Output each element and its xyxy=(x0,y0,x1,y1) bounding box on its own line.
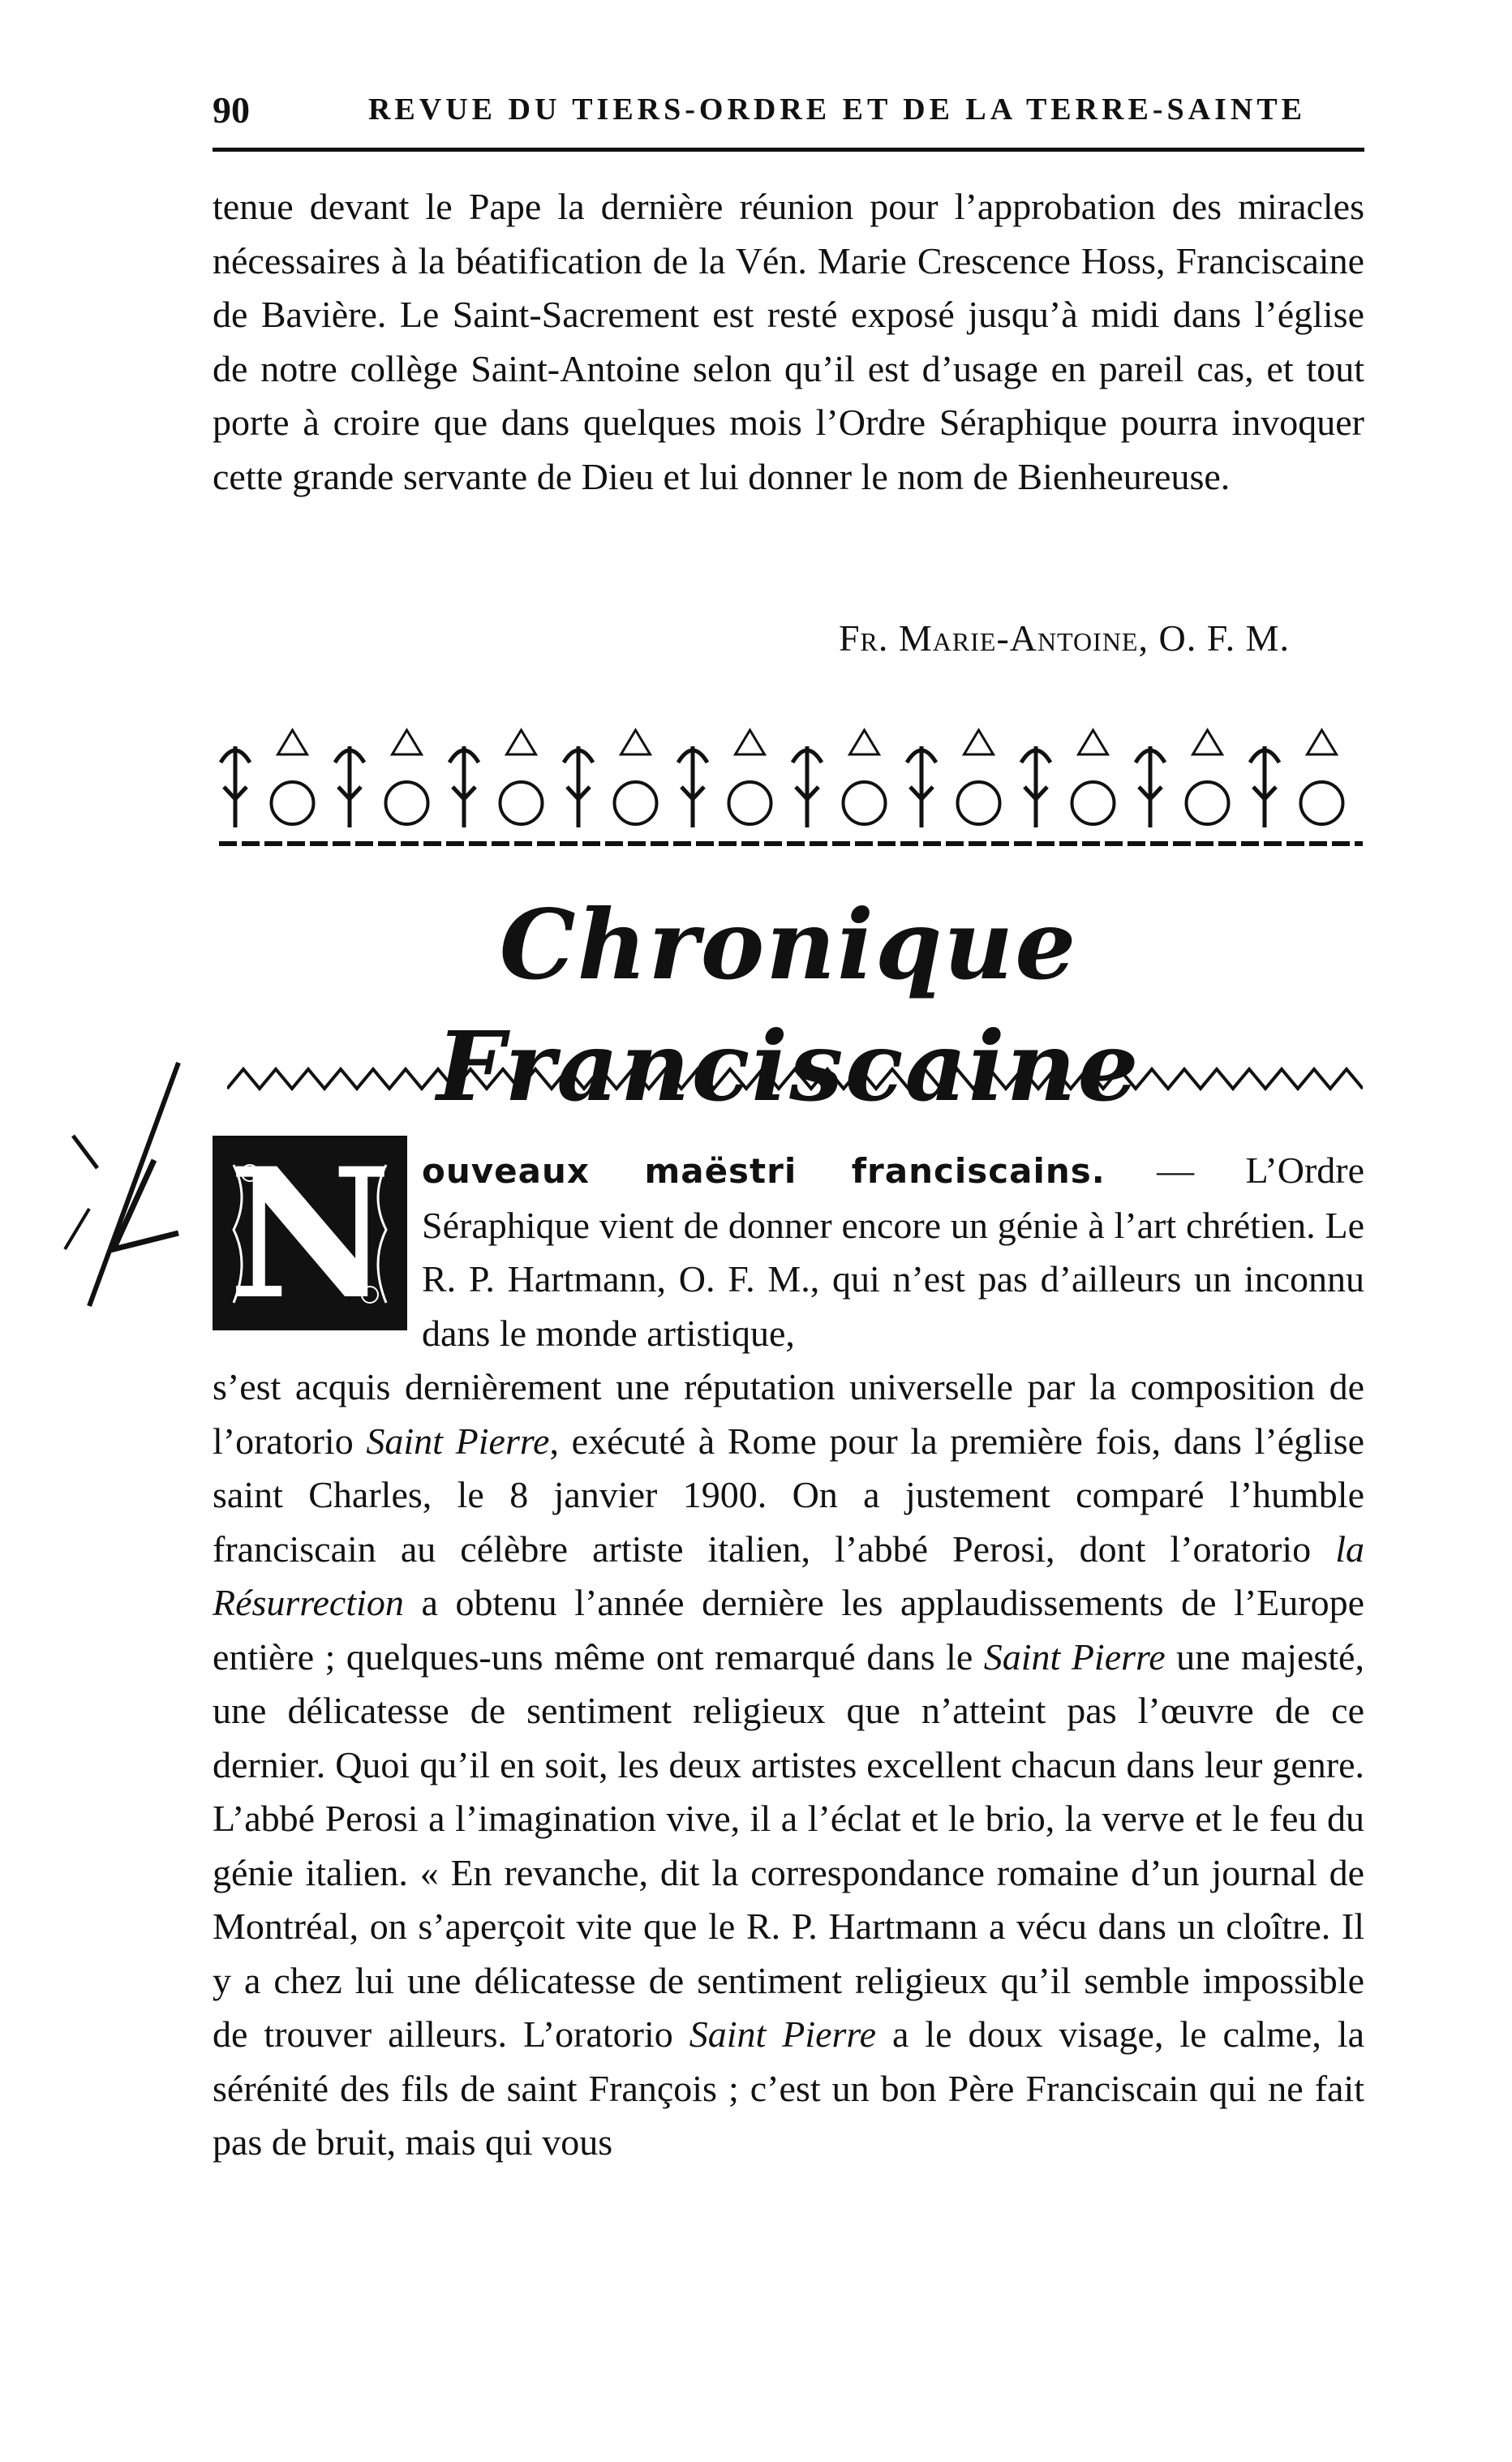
lily-motif xyxy=(221,746,250,827)
lily-motif xyxy=(907,746,936,827)
page-number: 90 xyxy=(213,88,250,131)
header-rule xyxy=(213,148,1364,152)
rosette-motif xyxy=(272,782,314,824)
handwritten-margin-mark xyxy=(57,1046,235,1387)
work-title: Saint Pierre xyxy=(983,1635,1166,1678)
article-lead-text: — L’Ordre Séraphique vient de donner encore un génie à l’art chrétien. Le R. P. Hartmann, O. F. M., qui n’est pas d’ailleurs un inconnu dans le monde artistique, xyxy=(422,1149,1365,1354)
lily-motif xyxy=(678,746,707,827)
fleuron-motif xyxy=(278,730,307,754)
lily-motif xyxy=(449,746,479,827)
article-body xyxy=(213,1360,1364,2170)
rosette-motif xyxy=(1187,782,1229,824)
rosette-motif xyxy=(844,782,886,824)
lily-motif xyxy=(335,746,364,827)
work-title: Saint Pierre xyxy=(689,2013,877,2055)
lily-motif xyxy=(793,746,822,827)
rosette-motif xyxy=(615,782,657,824)
fleuron-motif xyxy=(393,730,422,754)
page-header xyxy=(213,85,1364,134)
fleuron-motif xyxy=(964,730,994,754)
work-title: la Résurrection xyxy=(213,1527,1364,1623)
body-segment: , exécuté à Rome pour la première fois, dans l’église saint Charles, le 8 janvier 1900. On a justement comparé l’humble franciscain au célèbre artiste italien, l’abbé Perosi, dont l’oratorio xyxy=(213,1420,1365,1570)
floral-ornament-band xyxy=(219,722,1363,852)
body-segment: une majesté, une délicatesse de sentiment religieux que n’atteint pas l’œuvre de ce dernier. Quoi qu’il en soit, les deux artistes excellent chacun dans leur genre. L’abbé Perosi a l’imagination vive, il a l’éclat et le brio, la verve et le feu du génie italien. « En revanche, dit la correspondance romaine d’un journal de Montréal, on s’aperçoit vite que le R. P. Hartmann a vécu dans un cloître. Il y a chez lui une délicatesse de sentiment religieux qu’il semble impossible de trouver ailleurs. L’oratorio xyxy=(213,1635,1364,2055)
body-segment: s’est acquis dernièrement une réputation universelle par la composition de l’oratorio xyxy=(213,1366,1364,1462)
dropcap-letter: N xyxy=(228,1128,392,1338)
article-lead xyxy=(422,1144,1364,1360)
lily-motif xyxy=(1250,746,1279,827)
rosette-motif xyxy=(729,782,771,824)
lily-motif xyxy=(1021,746,1050,827)
rosette-motif xyxy=(1072,782,1115,824)
intro-paragraph xyxy=(213,180,1364,504)
section-title: Chronique Franciscaine xyxy=(436,888,1140,1123)
fleuron-motif xyxy=(1308,730,1337,754)
running-title: REVUE DU TIERS-ORDRE ET DE LA TERRE-SAINTE xyxy=(367,92,1307,127)
signature: Fr. Marie-Antoine, O. F. M. xyxy=(838,617,1290,659)
article-heading: ouveaux maëstri franciscains. xyxy=(422,1151,1106,1191)
fleuron-motif xyxy=(736,730,765,754)
rosette-motif xyxy=(500,782,543,824)
article-body-text xyxy=(213,1360,1364,2170)
zigzag-divider xyxy=(227,1063,1363,1095)
body-segment: a obtenu l’année dernière les applaudissements de l’Europe entière ; quelques-uns même ont remarqué dans le xyxy=(213,1582,1364,1678)
intro-text: tenue devant le Pape la dernière réunion pour l’approbation des miracles nécessaires à la béatification de la Vén. Marie Crescence Hoss, Franciscaine de Bavière. Le Saint-Sacrement est resté exposé jusqu’à midi dans l’église de notre collège Saint-Antoine selon qu’il est d’usage en pareil cas, et tout porte à croire que dans quelques mois l’Ordre Séraphique pourra invoquer cette grande servante de Dieu et lui donner le nom de Bienheureuse. xyxy=(213,186,1364,497)
lily-motif xyxy=(564,746,593,827)
fleuron-motif xyxy=(621,730,651,754)
work-title: Saint Pierre xyxy=(366,1420,550,1462)
body-segment: a le doux visage, le calme, la sérénité des fils de saint François ; c’est un bon Père Franciscain qui ne fait pas de bruit, mais qui vous xyxy=(213,2013,1364,2163)
fleuron-motif xyxy=(507,730,536,754)
fleuron-motif xyxy=(850,730,879,754)
fleuron-motif xyxy=(1193,730,1222,754)
fleuron-motif xyxy=(1079,730,1108,754)
rosette-motif xyxy=(386,782,428,824)
lily-motif xyxy=(1136,746,1165,827)
rosette-motif xyxy=(1301,782,1343,824)
dropcap xyxy=(213,1128,407,1338)
rosette-motif xyxy=(958,782,1000,824)
